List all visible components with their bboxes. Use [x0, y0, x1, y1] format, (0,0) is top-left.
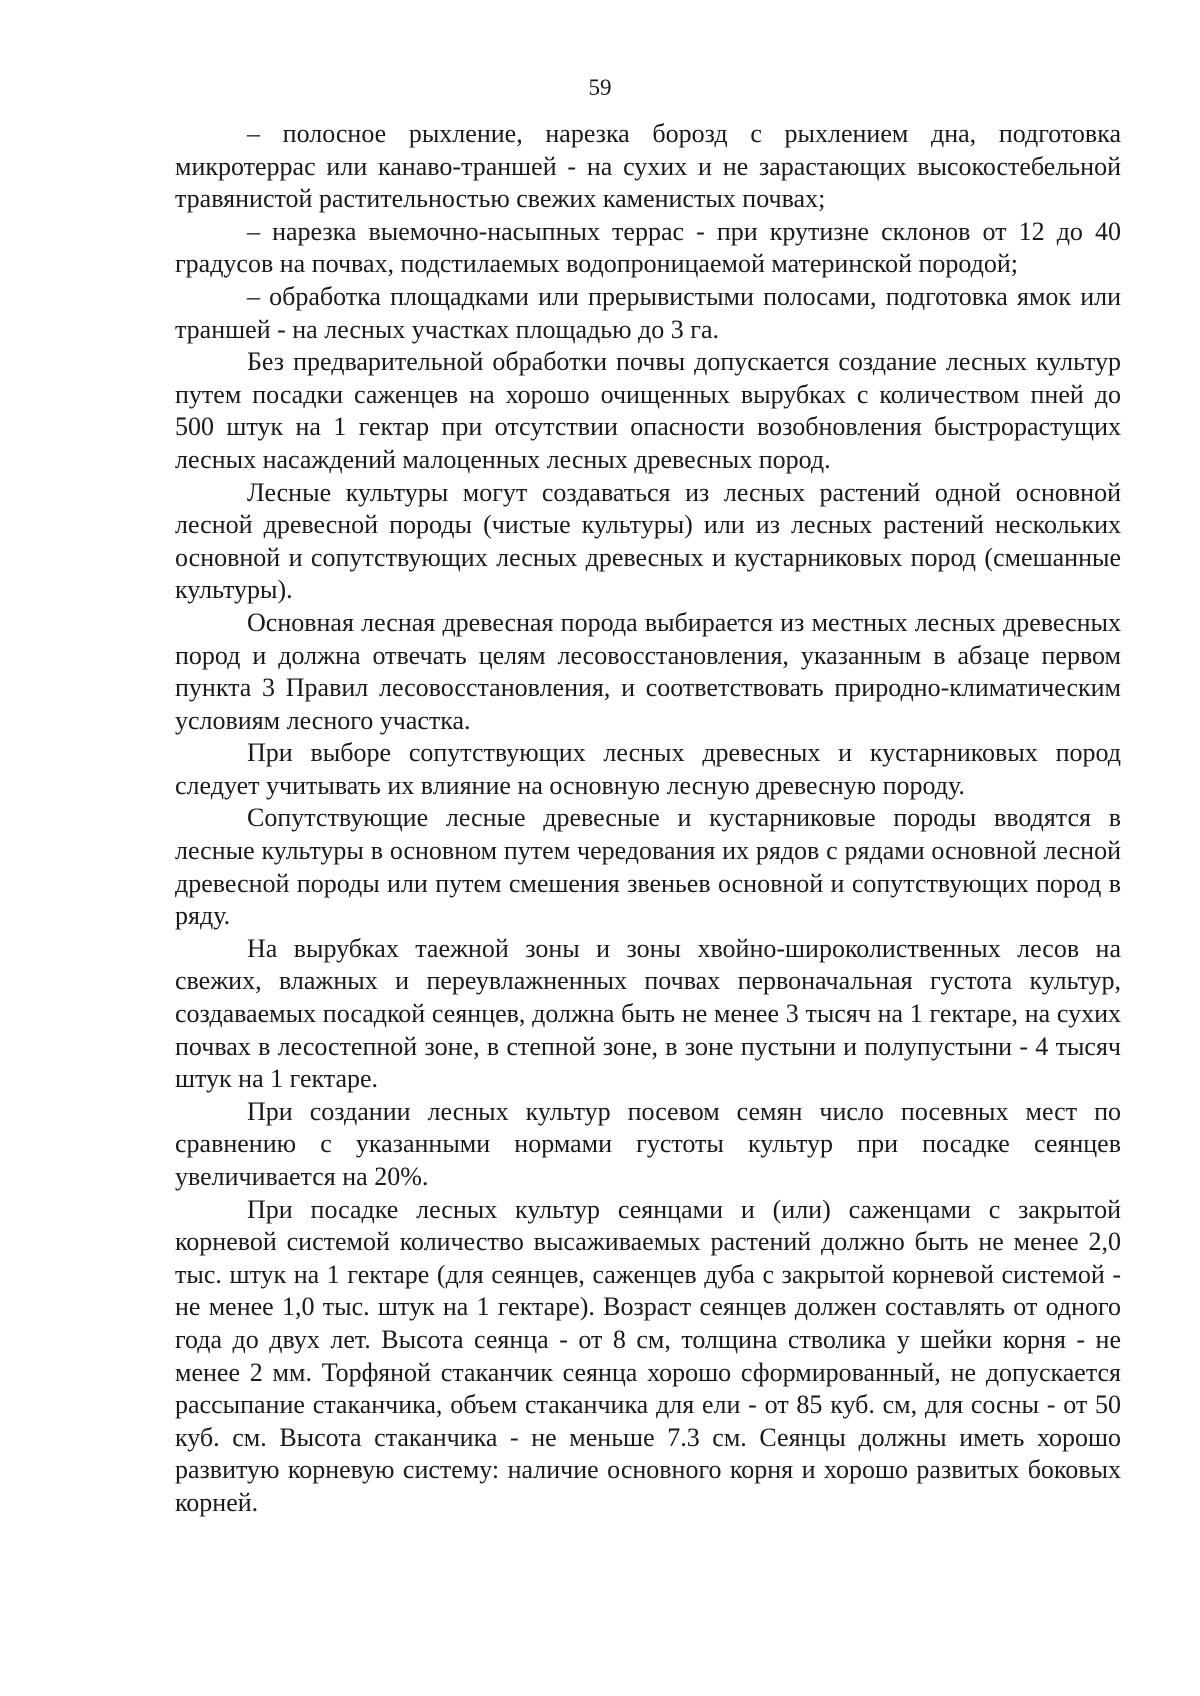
paragraph-plots-processing: – обработка площадками или прерывистыми полосами, подготовка ямок или траншей - на лесных участках площадью до 3 га. [175, 281, 1121, 344]
paragraph-no-preliminary-treatment: Без предварительной обработки почвы допускается создание лесных культур путем посадки саженцев на хорошо очищенных вырубках с количеством пней до 500 штук на 1 гектар при отсутствии опасности возобновления быстрорастущих лесных насаждений малоценных лесных древесных пород. [175, 347, 1121, 474]
paragraph-pure-and-mixed-cultures: Лесные культуры могут создаваться из лесных растений одной основной лесной древесной породы (чистые культуры) или из лесных растений нескольких основной и сопутствующих лесных древесных и кустарниковых пород (смешанные культуры). [175, 477, 1121, 605]
paragraph-main-species-selection: Основная лесная древесная порода выбирается из местных лесных древесных пород и должна отвечать целям лесовосстановления, указанным в абзаце первом пункта 3 Правил лесовосстановления, и соответствовать природно-климатическим условиям лесного участка. [175, 607, 1121, 735]
paragraph-closed-root-seedlings: При посадке лесных культур сеянцами и (или) саженцами с закрытой корневой системой количество высаживаемых растений должно быть не менее 2,0 тыс. штук на 1 гектаре (для сеянцев, саженцев дуба с закрытой корневой системой - не менее 1,0 тыс. штук на 1 гектаре). Возраст сеянцев должен составлять от одного года до двух лет. Высота сеянца - от 8 см, толщина стволика у шейки корня - не менее 2 мм. Торфяной стаканчик сеянца хорошо сформированный, не допускается рассыпание стаканчика, объем стаканчика для ели - от 85 куб. см, для сосны - от 50 куб. см. Высота стаканчика - не меньше 7.3 см. Сеянцы должны иметь хорошо развитую корневую систему: наличие основного корня и хорошо развитых боковых корней. [175, 1194, 1121, 1517]
paragraph-terraces: – нарезка выемочно-насыпных террас - при крутизне склонов от 12 до 40 градусов на почвах, подстилаемых водопроницаемой материнской породой; [175, 216, 1121, 279]
body-text [175, 118, 1121, 1520]
page-number: 59 [588, 75, 612, 100]
paragraph-companion-species-introduction: Сопутствующие лесные древесные и кустарниковые породы вводятся в лесные культуры в основном путем чередования их рядов с рядами основной лесной древесной породы или путем смешения звеньев основной и сопутствующих пород в ряду. [175, 803, 1121, 931]
paragraph-companion-species-choice: При выборе сопутствующих лесных древесных и кустарниковых пород следует учитывать их влияние на основную лесную древесную породу. [175, 738, 1121, 800]
paragraph-strip-loosening: – полосное рыхление, нарезка борозд с рыхлением дна, подготовка микротеррас или канаво-траншей - на сухих и не зарастающих высокостебельной травянистой растительностью свежих каменистых почвах; [175, 119, 1121, 214]
paragraph-seeding-increase: При создании лесных культур посевом семян число посевных мест по сравнению с указанными нормами густоты культур при посадке сеянцев увеличивается на 20%. [175, 1096, 1121, 1191]
paragraph-planting-density: На вырубках таежной зоны и зоны хвойно-широколиственных лесов на свежих, влажных и переувлажненных почвах первоначальная густота культур, создаваемых посадкой сеянцев, должна быть не менее 3 тысяч на 1 гектаре, на сухих почвах в лесостепной зоне, в степной зоне, в зоне пустыни и полупустыни - 4 тысяч штук на 1 гектаре. [175, 933, 1121, 1094]
